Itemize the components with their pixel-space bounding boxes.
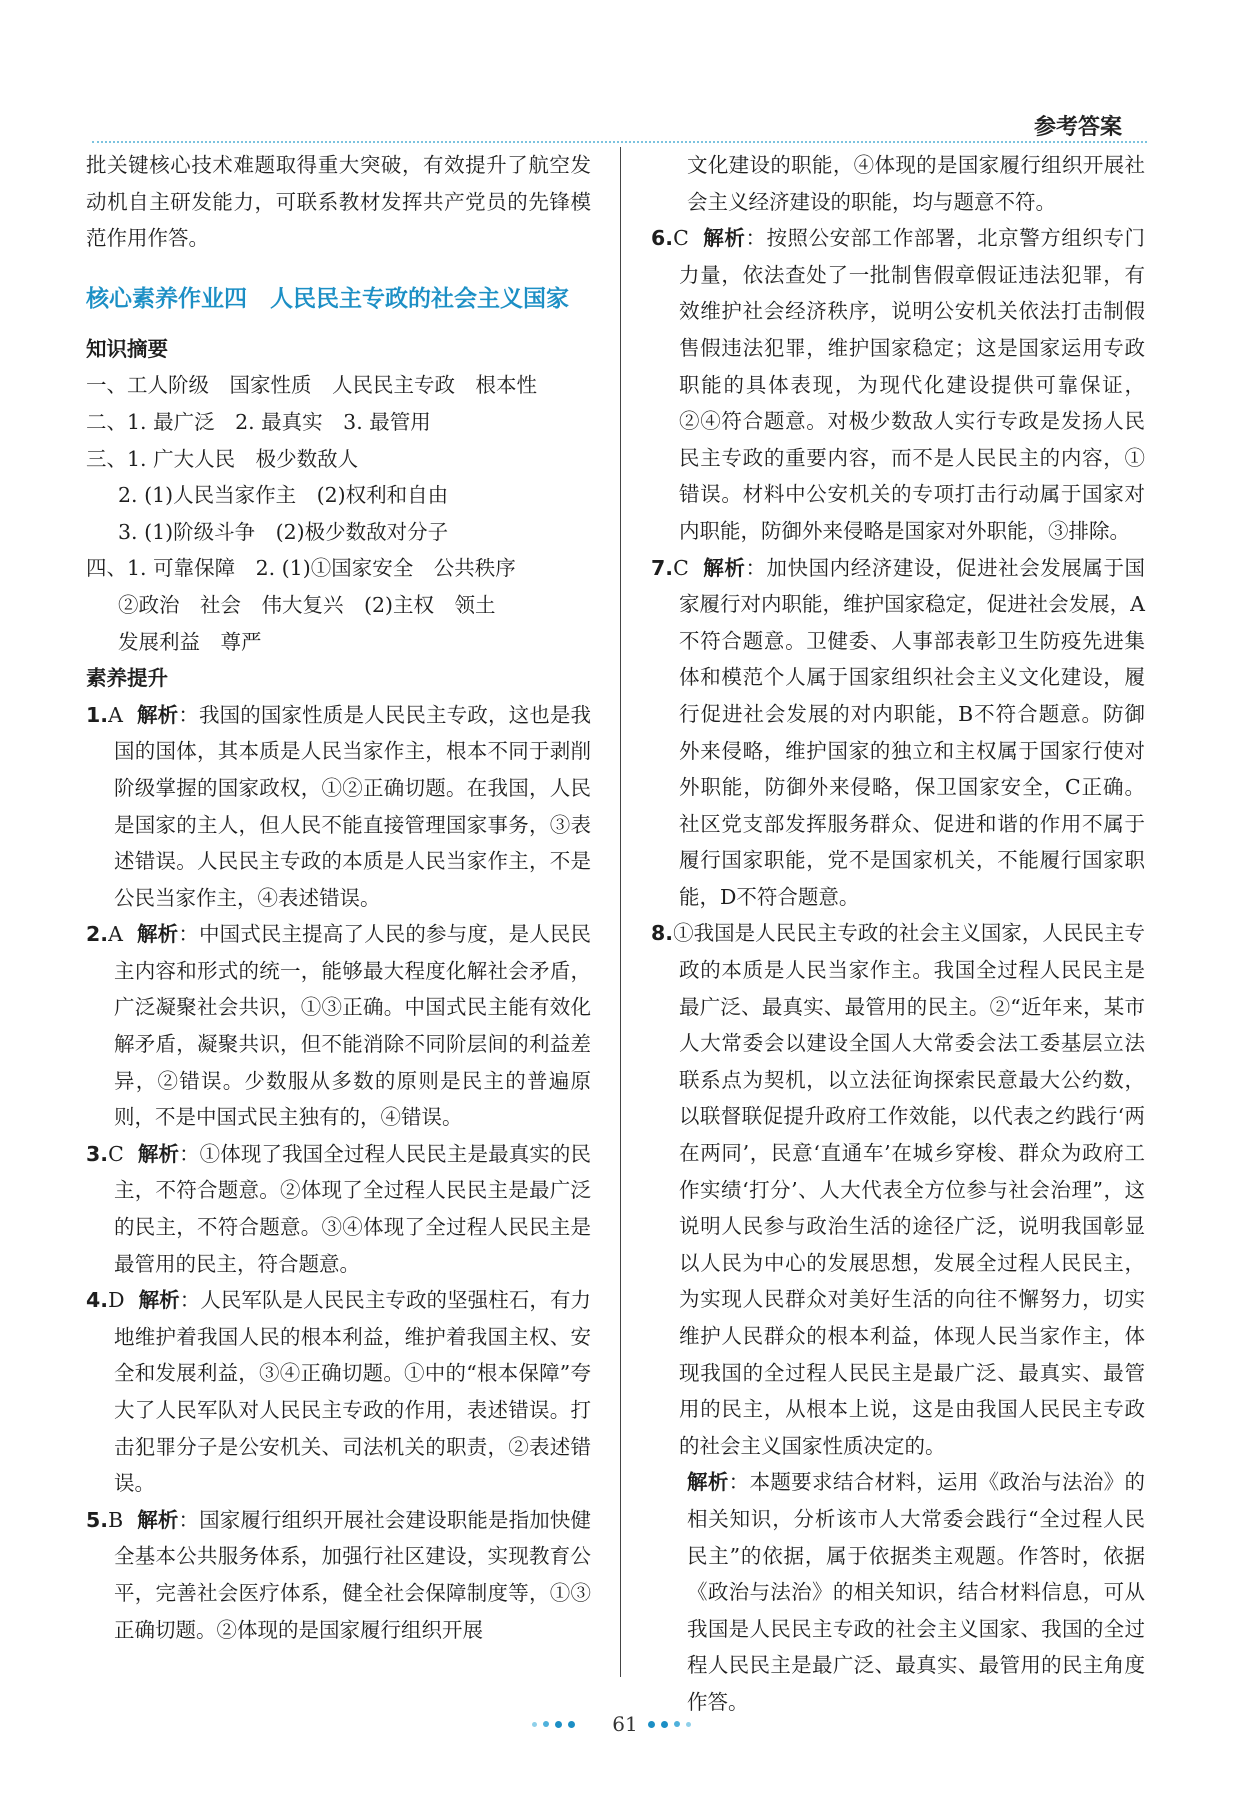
summary-title: 知识摘要: [86, 336, 168, 361]
answer-text: ①我国是人民民主专政的社会主义国家，人民民主专政的本质是人民当家作主。我国全过程人民民主是最广泛、最真实、最管用的民主。②“近年来，某市人大常委会以建设全国人大常委会法工委基层立法联系点为契机，以立法征询探索民意最大公约数，以联督联促提升政府工作效能，以代表之约践行‘两在两同’，民意‘直通车’在城乡穿梭、群众为政府工作实绩‘打分’、人大代表全方位参与社会治理”，这说明人民参与政治生活的途径广泛，说明我国彰显以人民为中心的发展思想，发展全过程人民民主，为实现人民群众对美好生活的向往不懈努力，切实维护人民群众的根本利益，体现人民当家作主，体现我国的全过程人民民主是最广泛、最真实、最管用的民主，从根本上说，这是由我国人民民主专政的社会主义国家性质决定的。: [673, 921, 1145, 1458]
answer-text: ：①体现了我国全过程人民民主是最真实的民主，不符合题意。②体现了全过程人民民主是最广泛的民主，不符合题意。③④体现了全过程人民民主是最管用的民主，符合题意。: [114, 1141, 592, 1276]
continued-paragraph: 文化建设的职能，④体现的是国家履行组织开展社会主义经济建设的职能，均与题意不符。: [687, 153, 1145, 214]
answer-item: [86, 1282, 591, 1502]
header-divider: [92, 141, 1147, 143]
page-dots-right: [648, 1719, 691, 1729]
analysis-label: 解析: [136, 702, 179, 727]
analysis-label: 解析: [702, 226, 746, 251]
analysis-label: 解析: [137, 1141, 180, 1166]
right-column: [651, 147, 1145, 1721]
answer-text: ：按照公安部工作部署，北京警方组织专门力量，依法查处了一批制售假章假证违法犯罪，有效维护社会经济秩序，说明公安机关依法打击制假售假违法犯罪，维护国家稳定；这是国家运用专政职能的具体表现，为现代化建设提供可靠保证，②④符合题意。对极少数敌人实行专政是发扬人民民主专政的重要内容，而不是人民民主的内容，①错误。材料中公安机关的专项打击行动属于国家对内职能，防御外来侵略是国家对外职能，③排除。: [679, 226, 1146, 543]
question-number: 3.: [86, 1141, 109, 1166]
summary-line: 三、1. 广大人民 极少数敌人: [86, 446, 359, 471]
improve-title: 素养提升: [86, 666, 168, 691]
summary-line: 3. (1)阶级斗争 (2)极少数敌对分子: [118, 519, 449, 544]
answer-choice: A: [108, 702, 123, 727]
analysis-paragraph: [651, 1464, 1145, 1720]
summary-line: 一、工人阶级 国家性质 人民民主专政 根本性: [86, 373, 537, 398]
summary-line: 2. (1)人民当家作主 (2)权利和自由: [118, 483, 449, 508]
section-title: 核心素养作业四 人民民主专政的社会主义国家: [86, 285, 569, 312]
analysis-text: ：本题要求结合材料，运用《政治与法治》的相关知识，分析该市人大常委会践行“全过程人民民主”的依据，属于依据类主观题。作答时，依据《政治与法治》的相关知识，结合材料信息，可从我国是人民民主专政的社会主义国家、我国的全过程人民民主是最广泛、最真实、最管用的民主角度作答。: [687, 1470, 1146, 1714]
question-number: 8.: [651, 921, 674, 946]
question-number: 4.: [86, 1288, 109, 1313]
answer-item: [86, 697, 591, 917]
summary-line: 发展利益 尊严: [118, 629, 262, 654]
answer-item: [651, 220, 1145, 549]
summary-line: 四、1. 可靠保障 2. (1)①国家安全 公共秩序: [86, 556, 516, 581]
question-number: 7.: [651, 555, 674, 580]
analysis-label: 解析: [687, 1470, 729, 1495]
answer-text: ：中国式民主提高了人民的参与度，是人民民主内容和形式的统一，能够最大程度化解社会矛盾，广泛凝聚社会共识，①③正确。中国式民主能有效化解矛盾，凝聚共识，但不能消除不同阶层间的利益差异，②错误。少数服从多数的原则是民主的普遍原则，不是中国式民主独有的，④错误。: [114, 922, 592, 1130]
analysis-label: 解析: [137, 1507, 179, 1532]
answer-choice: C: [673, 226, 689, 251]
question-number: 5.: [86, 1507, 109, 1532]
answer-item: [651, 915, 1145, 1464]
answer-item: [86, 1136, 591, 1282]
analysis-label: 解析: [138, 1288, 180, 1313]
answer-choice: A: [108, 922, 123, 947]
answer-text: ：人民军队是人民民主专政的坚强柱石，有力地维护着我国人民的根本利益，维护着我国主权、安全和发展利益，③④正确切题。①中的“根本保障”夸大了人民军队对人民民主专政的作用，表述错误。打击犯罪分子是公安机关、司法机关的职责，②表述错误。: [114, 1288, 592, 1496]
page-number: 61: [612, 1712, 638, 1736]
answer-text: ：我国的国家性质是人民民主专政，这也是我国的国体，其本质是人民当家作主，根本不同于剥削阶级掌握的国家政权，①②正确切题。在我国，人民是国家的主人，但人民不能直接管理国家事务，③表述错误。人民民主专政的本质是人民当家作主，不是公民当家作主，④表述错误。: [114, 702, 592, 910]
left-column: [86, 147, 591, 1648]
question-number: 2.: [86, 922, 109, 947]
answer-choice: C: [673, 555, 689, 580]
answer-choice: B: [108, 1507, 124, 1532]
question-number: 6.: [651, 226, 674, 251]
answer-choice: C: [108, 1141, 124, 1166]
header-label: 参考答案: [1033, 115, 1122, 140]
intro-paragraph: 批关键核心技术难题取得重大突破，有效提升了航空发动机自主研发能力，可联系教材发挥共产党员的先锋模范作用作答。: [86, 153, 591, 251]
answer-text: ：加快国内经济建设，促进社会发展属于国家履行对内职能，维护国家稳定，促进社会发展，A不符合题意。卫健委、人事部表彰卫生防疫先进集体和模范个人属于国家组织社会主义文化建设，履行促进社会发展的对内职能，B不符合题意。防御外来侵略，维护国家的独立和主权属于国家行使对外职能，防御外来侵略，保卫国家安全，C正确。社区党支部发挥服务群众、促进和谐的作用不属于履行国家职能，党不是国家机关，不能履行国家职能，D不符合题意。: [679, 555, 1146, 909]
answer-text: ：国家履行组织开展社会建设职能是指加快健全基本公共服务体系，加强行社区建设，实现教育公平，完善社会医疗体系，健全社会保障制度等，①③正确切题。②体现的是国家履行组织开展: [114, 1507, 591, 1642]
column-divider: [620, 147, 621, 1677]
summary-line: ②政治 社会 伟大复兴 (2)主权 领土: [118, 592, 496, 617]
answer-item: [651, 550, 1145, 916]
answer-item: [86, 1502, 591, 1648]
analysis-label: 解析: [136, 922, 179, 947]
analysis-label: 解析: [702, 555, 746, 580]
answer-choice: D: [108, 1288, 125, 1313]
answer-item: [86, 916, 591, 1136]
question-number: 1.: [86, 702, 109, 727]
summary-line: 二、1. 最广泛 2. 最真实 3. 最管用: [86, 409, 431, 434]
